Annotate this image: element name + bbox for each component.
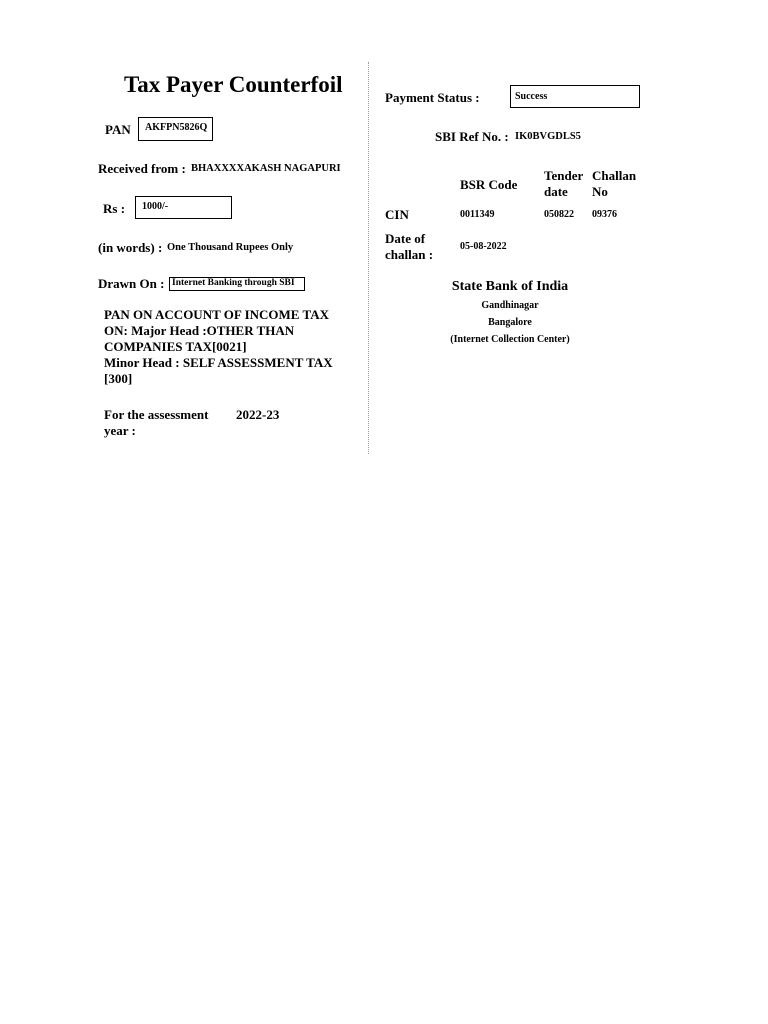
account-line-2: ON: Major Head :OTHER THAN	[104, 323, 295, 338]
drawn-on-label: Drawn On :	[98, 276, 165, 291]
sbi-ref-value: IK0BVGDLS5	[515, 131, 581, 142]
received-from-label: Received from :	[98, 161, 186, 176]
col-tender-line-1: Tender	[544, 168, 584, 183]
date-label-line-2: challan :	[385, 247, 434, 262]
rs-value-box	[135, 196, 232, 219]
bsr-code-value: 0011349	[460, 209, 495, 220]
payment-status-label: Payment Status :	[385, 90, 480, 105]
assessment-label-line-2: year :	[104, 423, 136, 438]
date-of-challan-label	[385, 231, 433, 263]
page-title: Tax Payer Counterfoil	[124, 72, 343, 97]
assessment-year-value: 2022-23	[236, 407, 280, 422]
bank-branch: Gandhinagar	[481, 300, 539, 311]
drawn-on-value: Internet Banking through SBI	[172, 278, 295, 288]
rs-label: Rs :	[103, 201, 126, 216]
date-label-line-1: Date of	[385, 231, 426, 246]
date-of-challan-value: 05-08-2022	[460, 241, 507, 252]
bank-city: Bangalore	[488, 317, 532, 328]
collection-center: (Internet Collection Center)	[450, 334, 570, 345]
sbi-ref-label: SBI Ref No. :	[435, 129, 509, 144]
pan-value-box	[138, 117, 213, 141]
pan-value: AKFPN5826Q	[145, 122, 208, 133]
payment-status-value: Success	[515, 91, 548, 102]
cin-label: CIN	[385, 207, 409, 222]
payment-status-box	[510, 85, 640, 108]
tender-date-value: 050822	[544, 209, 574, 220]
col-challan-no	[592, 168, 636, 200]
account-line-3: COMPANIES TAX[0021]	[104, 339, 247, 354]
pan-label: PAN	[105, 122, 131, 137]
col-tender-line-2: date	[544, 184, 568, 199]
account-line-5: [300]	[104, 371, 133, 386]
in-words-label: (in words) :	[98, 240, 163, 255]
col-challan-line-1: Challan	[592, 168, 637, 183]
col-challan-line-2: No	[592, 184, 608, 199]
drawn-on-box	[169, 277, 305, 291]
in-words-value: One Thousand Rupees Only	[167, 242, 294, 253]
col-tender-date	[544, 168, 583, 200]
challan-no-value: 09376	[592, 209, 617, 220]
assessment-label-line-1: For the assessment	[104, 407, 209, 422]
received-from-value: BHAXXXXAKASH NAGAPURI	[191, 163, 341, 174]
assessment-year-label	[104, 407, 208, 439]
account-line-4: Minor Head : SELF ASSESSMENT TAX	[104, 355, 333, 370]
rs-value: 1000/-	[142, 201, 169, 212]
account-head-block	[104, 307, 333, 387]
dotted-divider	[368, 62, 369, 454]
account-line-1: PAN ON ACCOUNT OF INCOME TAX	[104, 307, 329, 322]
bank-name: State Bank of India	[451, 279, 569, 294]
col-bsr-code: BSR Code	[460, 177, 518, 192]
